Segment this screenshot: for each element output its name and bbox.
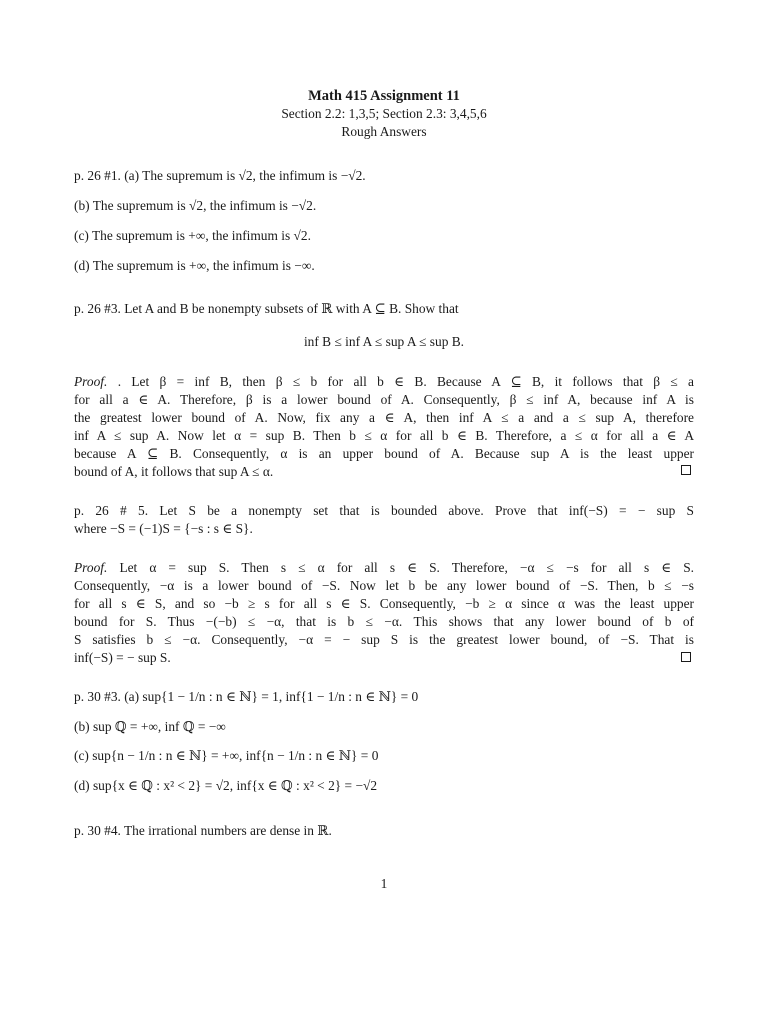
- p26-5-proof-line-2: Consequently, −α is a lower bound of −S. Now let b be any lower bound of −S. Then, b ≤ −s: [74, 578, 694, 593]
- proof-label: Proof.: [74, 374, 108, 389]
- p26-5-proof-line-5: S satisfies b ≤ −α. Consequently, −α = − sup S is the greatest lower bound, of −S. That is: [74, 632, 694, 647]
- p26-3-proof-line-6: bound of A, it follows that sup A ≤ α.: [74, 464, 274, 479]
- p26-5-proof-line-1: [74, 559, 694, 577]
- proof-text: Let α = sup S. Then s ≤ α for all s ∈ S. Therefore, −α ≤ −s for all s ∈ S.: [119, 560, 694, 575]
- qed-square: [681, 652, 691, 662]
- p26-1-c: (c) The supremum is +∞, the infimum is √2.: [74, 228, 311, 243]
- page-number: 1: [380, 876, 388, 891]
- page-sections: Section 2.2: 1,3,5; Section 2.3: 3,4,5,6: [281, 106, 487, 121]
- p26-3-proof-line-4: inf A ≤ sup A. Now let α = sup B. Then b ≤ α for all b ∈ B. Therefore, a ≤ α for all a ∈ A: [74, 428, 694, 443]
- p26-3-proof-line-5: because A ⊆ B. Consequently, α is an upper bound of A. Because sup A is the least upper: [74, 446, 694, 461]
- p30-3-d: (d) sup{x ∈ ℚ : x² < 2} = √2, inf{x ∈ ℚ : x² < 2} = −√2: [74, 778, 378, 793]
- page-subtitle: Rough Answers: [341, 124, 427, 139]
- p30-3-c: (c) sup{n − 1/n : n ∈ ℕ} = +∞, inf{n − 1/n : n ∈ ℕ} = 0: [74, 748, 379, 763]
- p26-3-proof-line-3: the greatest lower bound of A. Now, fix any a ∈ A, then inf A ≤ a and a ≤ sup A, therefore: [74, 410, 694, 425]
- p26-1-a: p. 26 #1. (a) The supremum is √2, the infimum is −√2.: [74, 168, 366, 183]
- p26-5-proof-line-4: bound for S. Thus −(−b) ≤ −α, that is b ≤ −α. This shows that any lower bound of b of: [74, 614, 694, 629]
- p26-5-statement-line-1: p. 26 # 5. Let S be a nonempty set that is bounded above. Prove that inf(−S) = − sup S: [74, 503, 694, 518]
- p26-3-display: inf B ≤ inf A ≤ sup A ≤ sup B.: [303, 334, 465, 349]
- p30-3-b: (b) sup ℚ = +∞, inf ℚ = −∞: [74, 719, 226, 734]
- p26-3-proof-line-2: for all a ∈ A. Therefore, β is a lower bound of A. Consequently, β ≤ inf A, because inf A is: [74, 392, 694, 407]
- p26-5-statement-line-2: where −S = (−1)S = {−s : s ∈ S}.: [74, 521, 253, 536]
- p30-3-a: p. 30 #3. (a) sup{1 − 1/n : n ∈ ℕ} = 1, inf{1 − 1/n : n ∈ ℕ} = 0: [74, 689, 419, 704]
- p26-1-d: (d) The supremum is +∞, the infimum is −∞.: [74, 258, 315, 273]
- p26-5-proof-line-3: for all s ∈ S, and so −b ≥ s for all s ∈ S. Consequently, −b ≥ α since α was the least upper: [74, 596, 694, 611]
- page-title: Math 415 Assignment 11: [308, 88, 460, 104]
- p26-3-proof-line-1: [74, 373, 694, 391]
- proof-text: . Let β = inf B, then β ≤ b for all b ∈ B. Because A ⊆ B, it follows that β ≤ a: [117, 374, 694, 389]
- p30-4-statement: p. 30 #4. The irrational numbers are dense in ℝ.: [74, 823, 332, 838]
- p26-5-proof-line-6: inf(−S) = − sup S.: [74, 650, 171, 665]
- p26-3-statement: p. 26 #3. Let A and B be nonempty subsets of ℝ with A ⊆ B. Show that: [74, 301, 459, 316]
- p26-1-b: (b) The supremum is √2, the infimum is −√2.: [74, 198, 317, 213]
- qed-square: [681, 465, 691, 475]
- proof-label: Proof.: [74, 560, 108, 575]
